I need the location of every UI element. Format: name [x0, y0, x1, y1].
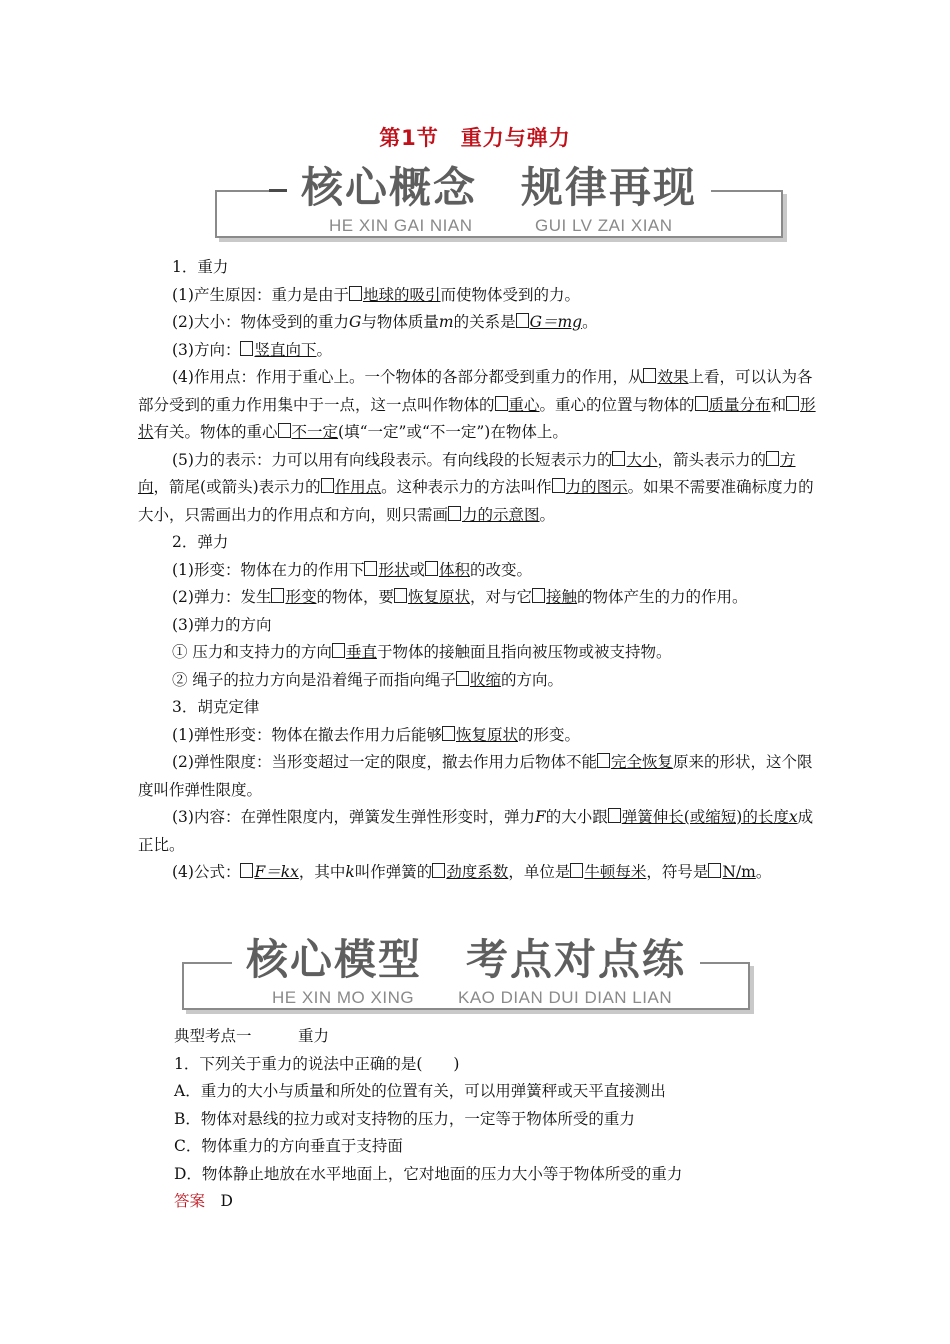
banner-pinyin-left: HE XIN GAI NIAN	[329, 216, 473, 235]
paragraph: (3)方向： 竖直向下。	[172, 340, 332, 359]
section-heading: 1．重力	[172, 258, 229, 276]
option-c: C．物体重力的方向垂直于支持面	[174, 1137, 403, 1155]
answer-line	[174, 1188, 816, 1216]
section-heading: 3．胡克定律	[172, 698, 260, 716]
paragraph: (1)产生原因：重力是由于 地球的吸引而使物体受到的力。	[172, 285, 580, 304]
paragraph: (4)作用点：作用于重心上。一个物体的各部分都受到重力的作用，从 效果上看，可以认为各部分受到的重力作用集中于一点，这一点叫作物体的 重心。重心的位置与物体的 质量分布和 形状有关。物体的重心 不一定(填“一定”或“不一定”)在物体上。	[138, 368, 816, 441]
banner-heading: 核心概念 规律再现	[215, 162, 783, 214]
question-stem: 1．下列关于重力的说法中正确的是( )	[174, 1054, 460, 1073]
banner-pinyin-right: KAO DIAN DUI DIAN LIAN	[458, 988, 673, 1007]
paragraph: ② 绳子的拉力方向是沿着绳子而指向绳子 收缩的方向。	[172, 670, 563, 689]
practice-section	[174, 1023, 816, 1216]
paragraph: (1)弹性形变：物体在撤去作用力后能够 恢复原状的形变。	[172, 725, 580, 744]
banner-pinyin-left: HE XIN MO XING	[272, 988, 415, 1007]
page-title: 第1节 重力与弹力	[379, 126, 571, 150]
topic-heading: 典型考点一 重力	[174, 1027, 330, 1045]
answer-value: D	[220, 1192, 233, 1210]
concepts-section	[138, 254, 816, 887]
paragraph: (2)大小：物体受到的重力G与物体质量m的关系是 G＝mg。	[172, 313, 598, 331]
section-banner-models	[182, 934, 750, 1010]
answer-label: 答案	[174, 1192, 206, 1210]
paragraph: (3)内容：在弹性限度内，弹簧发生弹性形变时，弹力F的大小跟 弹簧伸长(或缩短)的长度x成正比。	[138, 808, 814, 854]
banner-heading: 核心模型 考点对点练	[182, 934, 750, 986]
paragraph: (5)力的表示：力可以用有向线段表示。有向线段的长短表示力的 大小，箭头表示力的 方向，箭尾(或箭头)表示力的 作用点。这种表示力的方法叫作 力的图示。如果不需要准确标度力的大小，只需画出力的作用点和方向，则只需画 力的示意图。	[138, 450, 814, 524]
paragraph: (4)公式： F＝kx，其中k叫作弹簧的 劲度系数，单位是 牛顿每米，符号是 N/m。	[172, 863, 772, 881]
paragraph: (2)弹性限度：当形变超过一定的限度，撤去作用力后物体不能 完全恢复原来的形状，这个限度叫作弹性限度。	[138, 753, 813, 799]
section-heading: 2．弹力	[172, 533, 229, 551]
option-d: D．物体静止地放在水平地面上，它对地面的压力大小等于物体所受的重力	[174, 1164, 683, 1183]
banner-pinyin-right: GUI LV ZAI XIAN	[535, 216, 673, 235]
paragraph: ① 压力和支持力的方向 垂直于物体的接触面且指向被压物或被支持物。	[172, 643, 672, 661]
paragraph: (3)弹力的方向	[172, 615, 272, 634]
section-banner-concepts	[215, 162, 783, 238]
paragraph: (1)形变：物体在力的作用下 形状或 体积的改变。	[172, 560, 533, 579]
paragraph: (2)弹力：发生 形变的物体，要 恢复原状，对与它 接触的物体产生的力的作用。	[172, 588, 748, 606]
option-a: A．重力的大小与质量和所处的位置有关，可以用弹簧秤或天平直接测出	[174, 1082, 666, 1100]
option-b: B．物体对悬线的拉力或对支持物的压力，一定等于物体所受的重力	[174, 1109, 635, 1128]
